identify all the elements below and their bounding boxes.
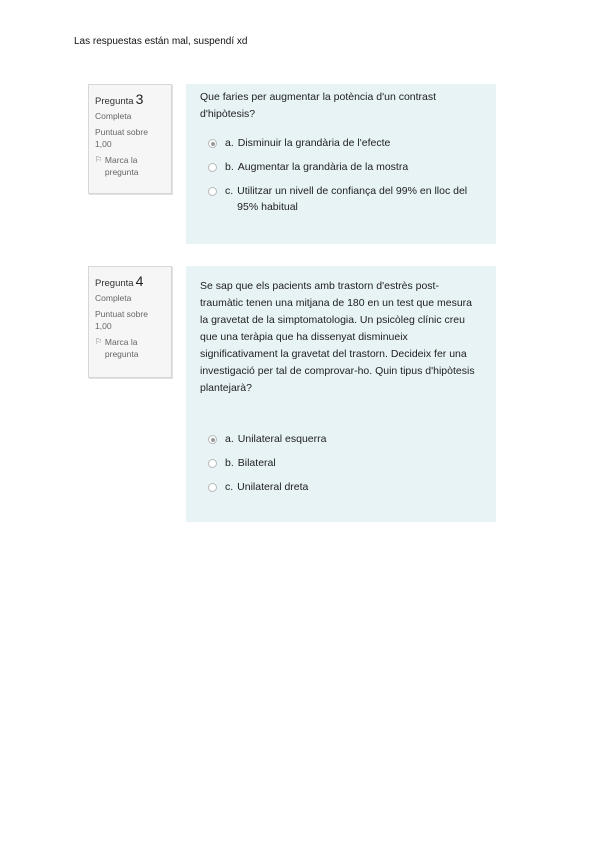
- flag-question-link[interactable]: [95, 154, 165, 178]
- question-grade: Puntuat sobre 1,00: [95, 309, 148, 331]
- answer-list: [200, 135, 482, 215]
- question-number: [95, 273, 165, 289]
- answer-option-b[interactable]: [200, 159, 482, 175]
- radio-button[interactable]: [208, 435, 217, 444]
- answer-option-c[interactable]: [200, 183, 482, 215]
- answer-letter: b.: [225, 457, 234, 469]
- flag-label: Marca la pregunta: [104, 155, 139, 177]
- radio-button[interactable]: [208, 163, 217, 172]
- flag-icon: ⚐: [95, 155, 103, 164]
- answer-option-b[interactable]: [200, 455, 482, 471]
- answer-letter: a.: [225, 433, 234, 445]
- answer-letter: c.: [225, 481, 234, 493]
- answer-text: Bilateral: [237, 457, 276, 469]
- question-info: [88, 84, 172, 194]
- answer-text: Utilitzar un nivell de confiança del 99% en lloc del 95% habitual: [237, 185, 468, 213]
- radio-button[interactable]: [208, 139, 217, 148]
- answer-letter: c.: [225, 185, 234, 197]
- answer-letter: b.: [225, 161, 234, 173]
- flag-label: Marca la pregunta: [104, 337, 139, 359]
- flag-question-link[interactable]: [95, 336, 165, 360]
- answer-option-c[interactable]: [200, 479, 482, 495]
- radio-button[interactable]: [208, 187, 217, 196]
- answer-letter: a.: [225, 137, 234, 149]
- page-note: Las respuestas están mal, suspendí xd: [74, 36, 248, 47]
- question-label: Pregunta: [95, 96, 134, 107]
- answer-list: [200, 431, 482, 495]
- question-content: [186, 84, 496, 244]
- question-label: Pregunta: [95, 278, 134, 289]
- question-grade: Puntuat sobre 1,00: [95, 127, 148, 149]
- answer-option-a[interactable]: [200, 135, 482, 151]
- answer-text: Augmentar la grandària de la mostra: [237, 161, 409, 173]
- flag-icon: ⚐: [95, 337, 103, 346]
- question-info: [88, 266, 172, 378]
- question-number: [95, 91, 165, 107]
- answer-text: Disminuir la grandària de l'efecte: [237, 137, 391, 149]
- answer-text: Unilateral dreta: [237, 481, 309, 493]
- question-number-value: 4: [135, 273, 144, 289]
- radio-button[interactable]: [208, 483, 217, 492]
- answer-text: Unilateral esquerra: [237, 433, 327, 445]
- question-state: Completa: [95, 111, 132, 121]
- question-state: Completa: [95, 293, 132, 303]
- question-text: Que faries per augmentar la potència d'un contrast d'hipòtesis?: [200, 91, 437, 120]
- question-content: [186, 266, 496, 522]
- question-text: Se sap que els pacients amb trastorn d'estrès post-traumàtic tenen una mitjana de 180 en un test que mesura la gravetat de la simptomatologia. Un psicòleg clínic creu que una teràpia que ha dissenyat disminueix significativament la gravetat del trastorn. Decideix fer una investigació per tal de comprovar-ho. Quin tipus d'hipòtesis plantejarà?: [200, 280, 475, 394]
- answer-option-a[interactable]: [200, 431, 482, 447]
- radio-button[interactable]: [208, 459, 217, 468]
- question-number-value: 3: [135, 91, 144, 107]
